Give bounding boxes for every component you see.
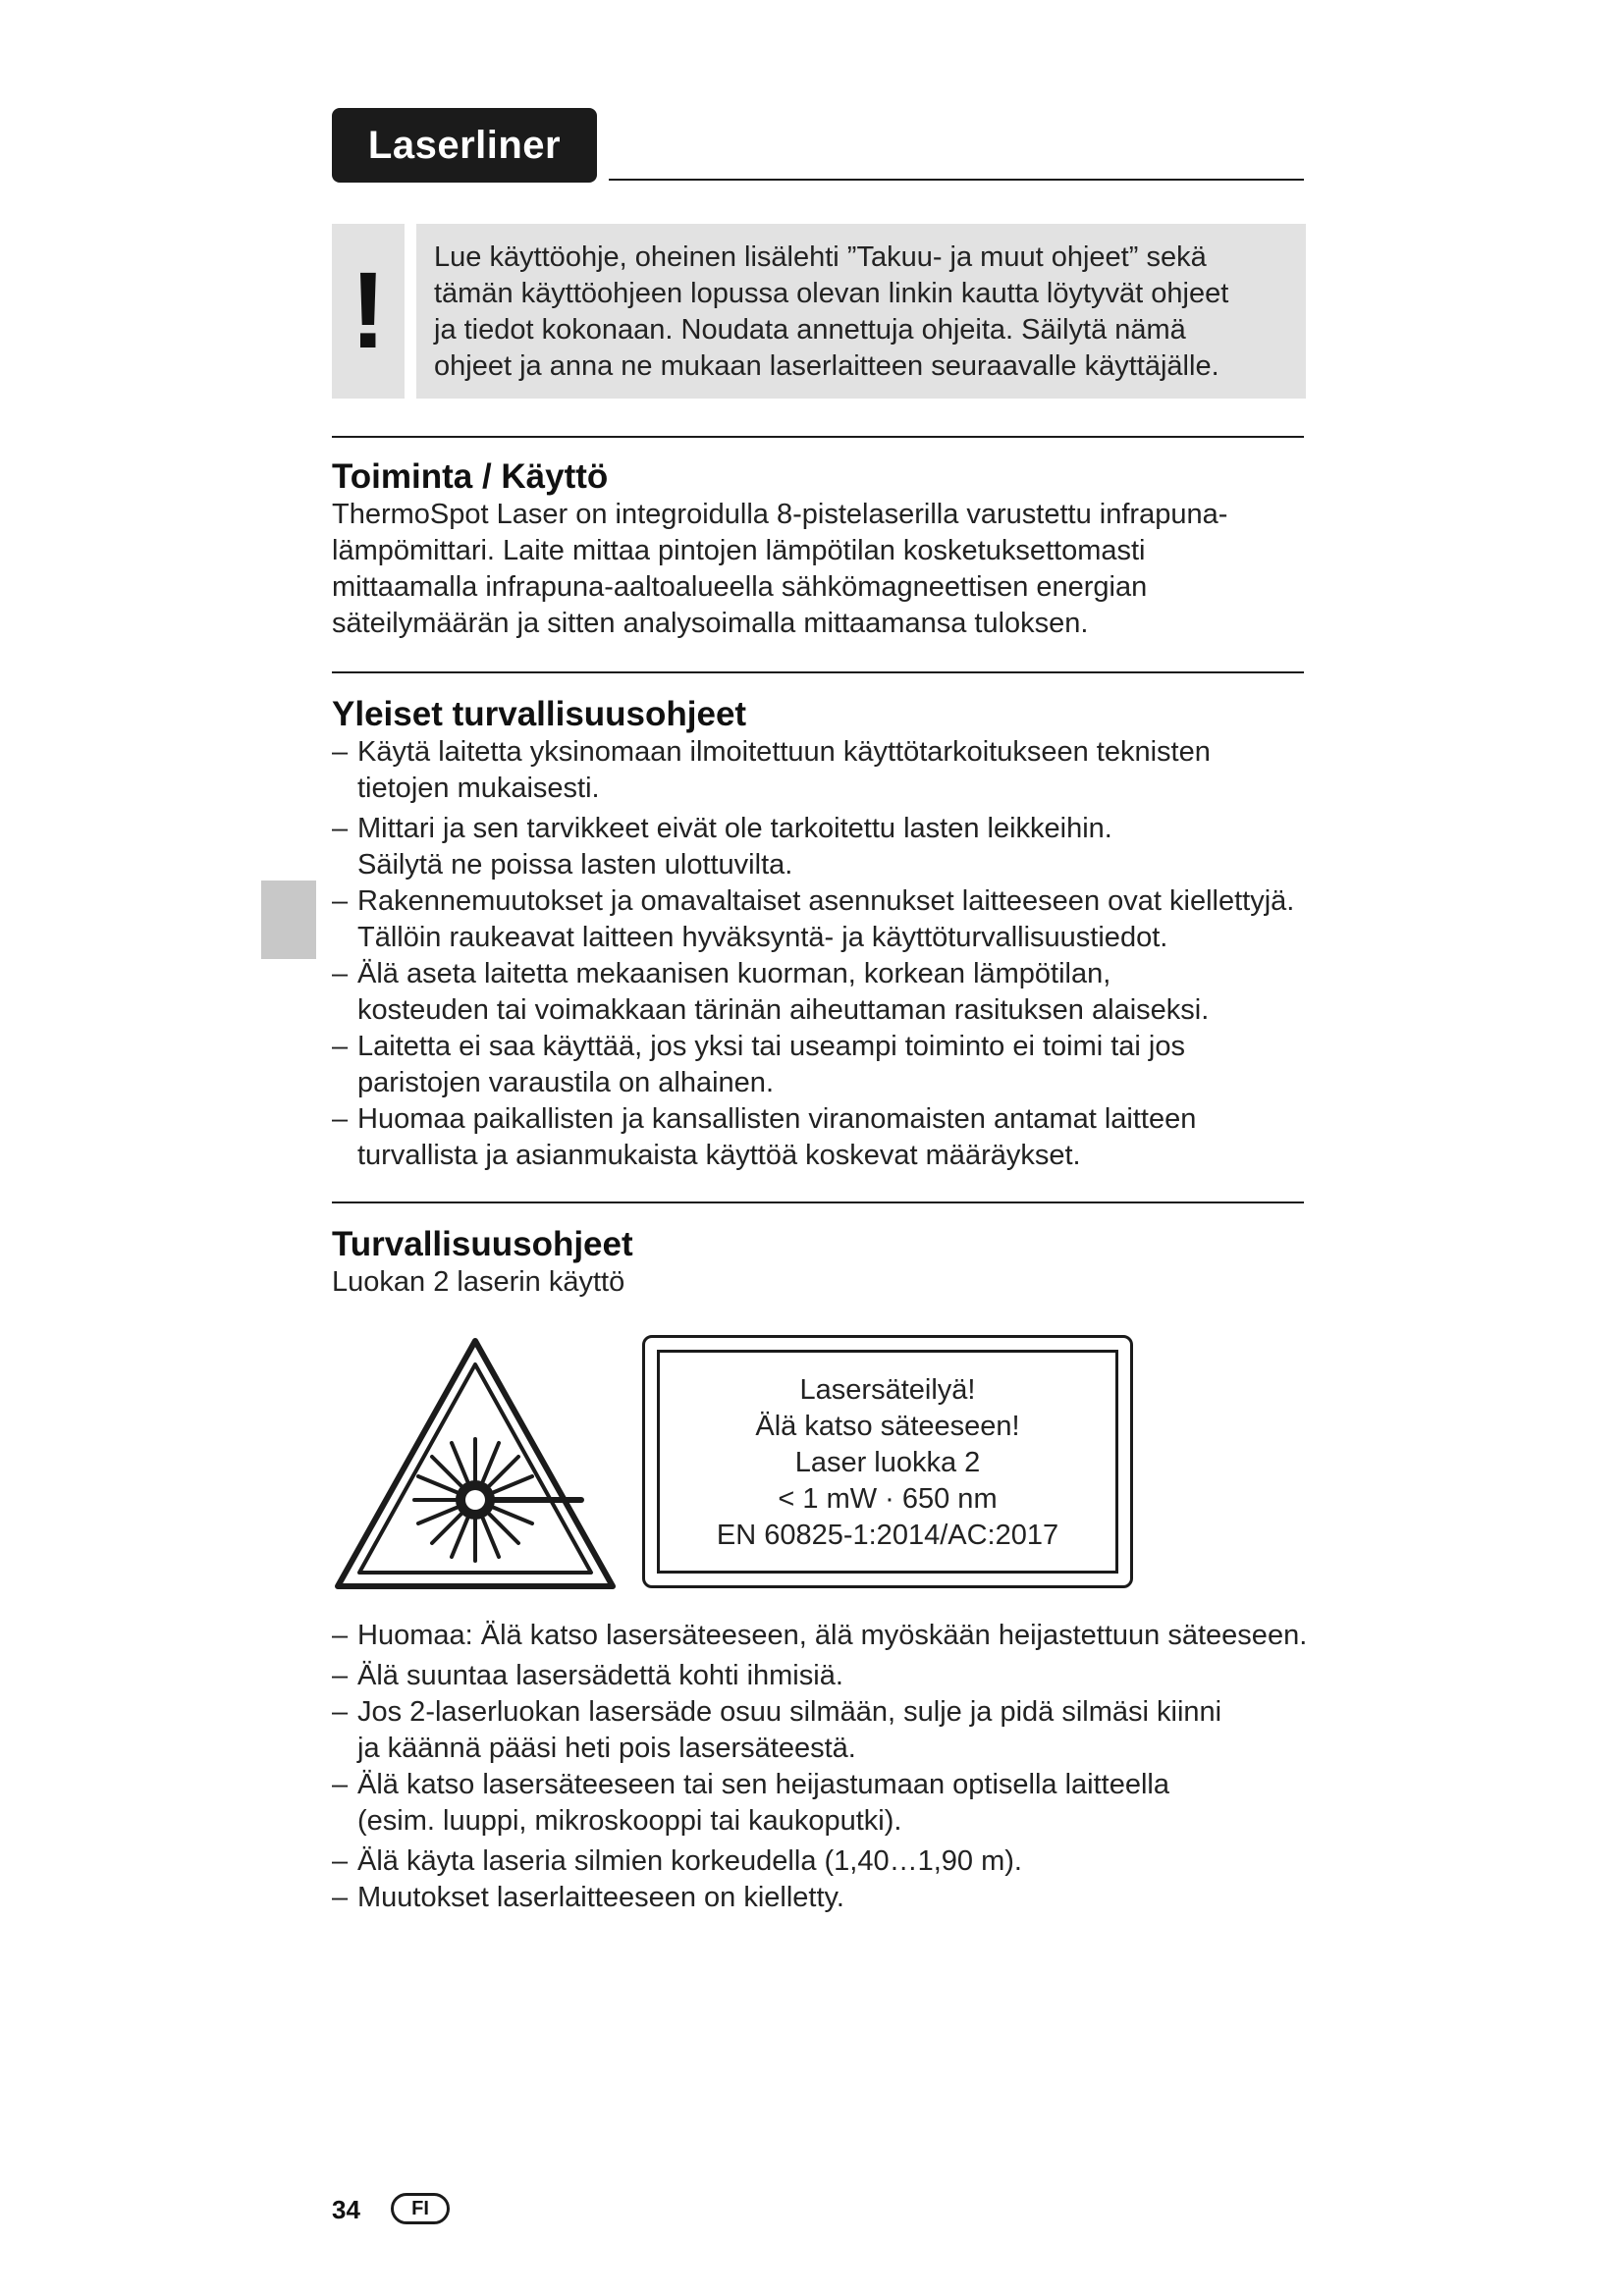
dash-bullet: – [332, 885, 349, 917]
section-divider [332, 671, 1304, 673]
item-line: Huomaa: Älä katso lasersäteeseen, älä myöskään heijastettuun säteeseen. [357, 1620, 1308, 1651]
dash-bullet: – [332, 813, 349, 844]
function-text [332, 497, 1314, 642]
section-title: Turvallisuusohjeet [332, 1225, 633, 1263]
label-line: Lasersäteilyä! [799, 1374, 976, 1406]
item-line: Älä käyta laseria silmien korkeudella (1,40…1,90 m). [357, 1845, 1022, 1877]
item-line: Huomaa paikallisten ja kansallisten viranomaisten antamat laitteen [357, 1103, 1197, 1135]
item-line: Muutokset laserlaitteeseen on kielletty. [357, 1882, 844, 1913]
laser-safety-list [332, 1618, 1314, 1916]
notice-exclamation-icon: ! [332, 224, 405, 399]
notice-box [416, 224, 1306, 399]
item-line: Älä suuntaa lasersädettä kohti ihmisiä. [357, 1660, 843, 1691]
laser-safety-section [332, 1618, 1314, 1916]
list-item [332, 956, 1314, 1029]
general-safety-list [332, 734, 1314, 1174]
list-item [332, 811, 1314, 883]
text-line: mittaamalla infrapuna-aaltoalueella sähkömagneettisen energian [332, 571, 1148, 603]
notice-line: ja tiedot kokonaan. Noudata annettuja ohjeita. Säilytä nämä [434, 314, 1186, 346]
notice-line: tämän käyttöohjeen lopussa olevan linkin kautta löytyvät ohjeet [434, 278, 1229, 309]
dash-bullet: – [332, 1620, 349, 1651]
dash-bullet: – [332, 1845, 349, 1877]
item-line: paristojen varaustila on alhainen. [357, 1067, 774, 1098]
label-line: EN 60825-1:2014/AC:2017 [716, 1520, 1059, 1551]
list-item [332, 734, 1314, 807]
list-item [332, 1618, 1314, 1654]
text-line: lämpömittari. Laite mittaa pintojen lämpötilan kosketuksettomasti [332, 535, 1146, 566]
item-line: Tällöin raukeavat laitteen hyväksyntä- ja käyttöturvallisuustiedot. [357, 922, 1168, 953]
dash-bullet: – [332, 1103, 349, 1135]
list-item [332, 1767, 1314, 1840]
item-line: Rakennemuutokset ja omavaltaiset asennukset laitteeseen ovat kiellettyjä. [357, 885, 1295, 917]
section-subtitle: Luokan 2 laserin käyttö [332, 1266, 625, 1298]
header-rule [609, 179, 1304, 181]
section-title: Toiminta / Käyttö [332, 457, 609, 496]
notice-line: Lue käyttöohje, oheinen lisälehti ”Takuu- ja muut ohjeet” sekä [434, 241, 1207, 273]
laser-class-label-inner [657, 1350, 1118, 1574]
item-line: Älä aseta laitetta mekaanisen kuorman, korkean lämpötilan, [357, 958, 1111, 989]
section-divider [332, 1201, 1304, 1203]
item-line: Älä katso lasersäteeseen tai sen heijastumaan optisella laitteella [357, 1769, 1169, 1800]
list-item [332, 1029, 1314, 1101]
section-title: Yleiset turvallisuusohjeet [332, 695, 747, 733]
dash-bullet: – [332, 1696, 349, 1728]
general-safety-section [332, 695, 1314, 1174]
dash-bullet: – [332, 1882, 349, 1913]
dash-bullet: – [332, 1769, 349, 1800]
item-line: tietojen mukaisesti. [357, 773, 600, 804]
item-line: turvallista ja asianmukaista käyttöä koskevat määräykset. [357, 1140, 1081, 1171]
list-item [332, 1658, 1314, 1694]
item-line: kosteuden tai voimakkaan tärinän aiheuttaman rasituksen alaiseksi. [357, 994, 1210, 1026]
laser-class-label [642, 1335, 1133, 1588]
text-line: ThermoSpot Laser on integroidulla 8-pistelaserilla varustettu infrapuna- [332, 499, 1228, 530]
dash-bullet: – [332, 736, 349, 768]
notice-line: ohjeet ja anna ne mukaan laserlaitteen seuraavalle käyttäjälle. [434, 350, 1219, 382]
section-divider [332, 436, 1304, 438]
laserliner-logo: Laserliner [332, 108, 597, 183]
dash-bullet: – [332, 958, 349, 989]
function-section [332, 457, 1314, 642]
item-line: Jos 2-laserluokan lasersäde osuu silmään, sulje ja pidä silmäsi kiinni [357, 1696, 1222, 1728]
label-line: Laser luokka 2 [794, 1447, 981, 1478]
text-line: säteilymäärän ja sitten analysoimalla mittaamansa tuloksen. [332, 608, 1089, 639]
language-badge: FI [391, 2193, 450, 2224]
laser-warning-triangle-icon [332, 1335, 619, 1592]
list-item [332, 1880, 1314, 1916]
list-item [332, 883, 1314, 956]
item-line: (esim. luuppi, mikroskooppi tai kaukoputki). [357, 1805, 902, 1837]
laser-safety-header [332, 1225, 1314, 1301]
side-tab-marker [261, 881, 316, 959]
page-number: 34 [332, 2195, 360, 2224]
label-line: Älä katso säteeseen! [755, 1411, 1020, 1442]
item-line: Laitetta ei saa käyttää, jos yksi tai useampi toiminto ei toimi tai jos [357, 1031, 1185, 1062]
list-item [332, 1101, 1314, 1174]
list-item [332, 1843, 1314, 1880]
label-line: < 1 mW · 650 nm [778, 1483, 998, 1515]
list-item [332, 1694, 1314, 1767]
item-line: Säilytä ne poissa lasten ulottuvilta. [357, 849, 793, 881]
item-line: Käytä laitetta yksinomaan ilmoitettuun käyttötarkoitukseen teknisten [357, 736, 1211, 768]
dash-bullet: – [332, 1660, 349, 1691]
dash-bullet: – [332, 1031, 349, 1062]
item-line: Mittari ja sen tarvikkeet eivät ole tarkoitettu lasten leikkeihin. [357, 813, 1112, 844]
item-line: ja käännä pääsi heti pois lasersäteestä. [357, 1733, 856, 1764]
